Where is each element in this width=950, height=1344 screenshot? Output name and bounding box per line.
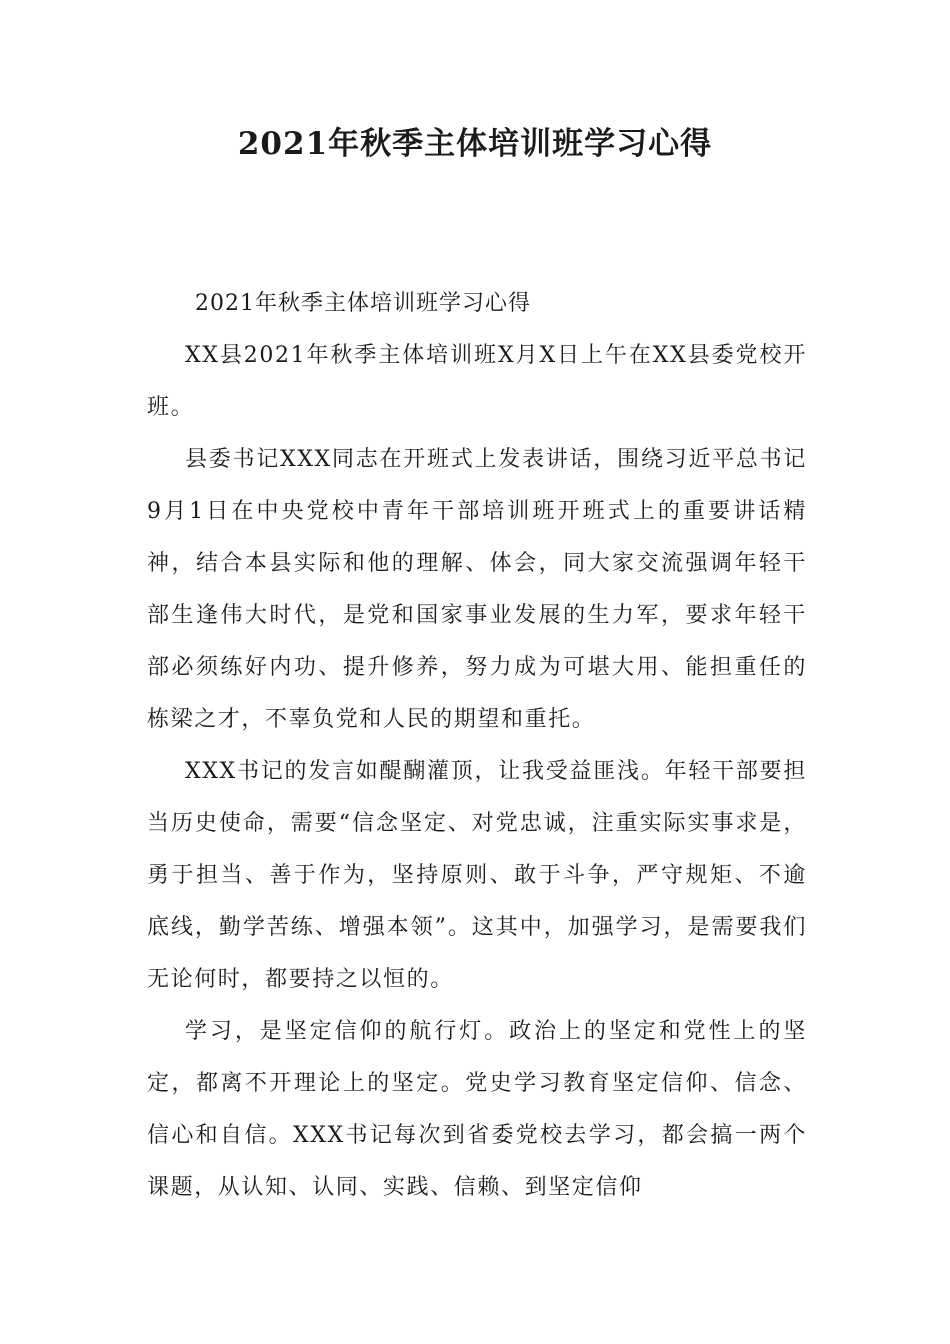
paragraph-1: XX县2021年秋季主体培训班X月X日上午在XX县委党校开班。 xyxy=(147,343,807,420)
document-body xyxy=(147,278,807,1214)
paragraph-2: 县委书记XXX同志在开班式上发表讲话，围绕习近平总书记9月1日在中央党校中青年干部培训班开班式上的重要讲话精神，结合本县实际和他的理解、体会，同大家交流强调年轻干部生逢伟大时代，是党和国家事业发展的生力军，要求年轻干部必须练好内功、提升修养，努力成为可堪大用、能担重任的栋梁之才，不辜负党和人民的期望和重托。 xyxy=(147,447,807,732)
document-subtitle: 2021年秋季主体培训班学习心得 xyxy=(195,291,531,316)
paragraph-4: 学习，是坚定信仰的航行灯。政治上的坚定和党性上的坚定，都离不开理论上的坚定。党史学习教育坚定信仰、信念、信心和自信。XXX书记每次到省委党校去学习，都会搞一两个课题，从认知、认同、实践、信赖、到坚定信仰 xyxy=(147,1019,807,1200)
document-title: 2021年秋季主体培训班学习心得 xyxy=(237,126,713,162)
paragraph-3: XXX书记的发言如醍醐灌顶，让我受益匪浅。年轻干部要担当历史使命，需要“信念坚定、对党忠诚，注重实际实事求是，勇于担当、善于作为，坚持原则、敢于斗争，严守规矩、不逾底线，勤学苦练、增强本领”。这其中，加强学习，是需要我们无论何时，都要持之以恒的。 xyxy=(147,759,807,992)
